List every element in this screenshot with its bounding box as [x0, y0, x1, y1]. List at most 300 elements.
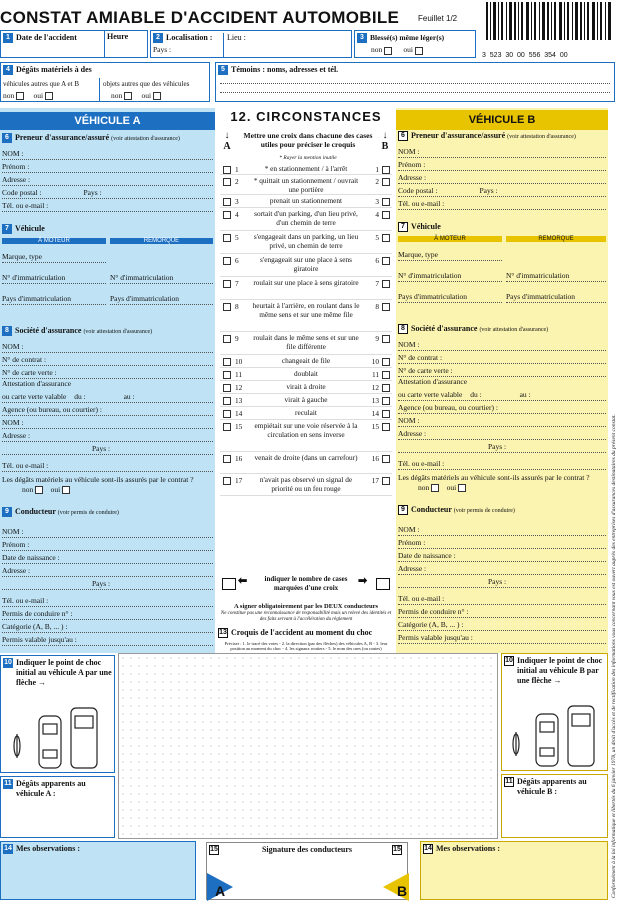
section-number: 14 [424, 845, 432, 853]
circumstance-number-b: 6 [375, 256, 379, 265]
circumstance-checkbox-a[interactable] [223, 234, 231, 242]
veh-no-checkbox[interactable] [16, 92, 24, 100]
veh-no-label: non [3, 91, 15, 100]
barcode [484, 2, 614, 52]
circumstance-row [220, 195, 392, 208]
green-card-number[interactable]: N° de carte verte : [398, 364, 606, 377]
au-label: au : [519, 390, 531, 400]
injured-yes-label: oui [403, 45, 413, 55]
circumstance-text: roulait sur une place à sens giratoire [253, 278, 359, 287]
circumstance-checkbox-b[interactable] [382, 178, 390, 186]
circumstance-row [220, 474, 392, 496]
section-number: 15 [210, 846, 218, 853]
circumstance-checkbox-b[interactable] [382, 234, 390, 242]
agency-field[interactable]: Agence (ou bureau, ou courtier) : [398, 401, 606, 414]
circumstance-number-b: 7 [375, 279, 379, 288]
driver-sub: (voir permis de conduire) [57, 510, 119, 516]
circumstance-checkbox-b[interactable] [382, 211, 390, 219]
damage-yes-label: oui [50, 485, 61, 495]
observations-b[interactable] [420, 841, 608, 900]
circumstance-row [220, 381, 392, 394]
circumstance-text: n'avait pas observé un signal de priorité ou un feu rouge [259, 475, 353, 493]
driver-license-valid[interactable]: Permis valable jusqu'au : [2, 633, 213, 646]
vehicle-a-title: VÉHICULE A [0, 112, 215, 130]
circumstance-number-b: 12 [371, 383, 379, 392]
circumstance-text: roulait dans le même sens et sur une file différente [253, 333, 359, 351]
reg-country-field[interactable]: Pays d'immatriculation [398, 290, 502, 303]
section-number: 10 [4, 659, 12, 666]
circumstance-row [220, 277, 392, 300]
section-number: 2 [153, 33, 163, 43]
barcode-number: 3 523 30 00 556 354 00 [482, 52, 568, 59]
injured-yes-checkbox[interactable] [415, 47, 423, 55]
valid-label: ou carte verte valable [2, 392, 67, 402]
circumstance-row [220, 332, 392, 355]
circumstance-number-a: 12 [235, 383, 243, 392]
damages-b-title: Dégâts apparents au véhicule B : [517, 777, 587, 796]
circumstance-number-b: 5 [375, 233, 379, 242]
vehicle-silhouettes-icon [7, 706, 112, 770]
circumstance-number-b: 3 [375, 197, 379, 206]
date-label: Date de l'accident [16, 33, 77, 42]
impact-a-title: Indiquer le point de choc initial au véhicule A par une flèche → [16, 658, 112, 687]
circumstance-text: reculait [295, 408, 317, 417]
legal-side-text-container [610, 108, 618, 898]
observations-b-title: Mes observations : [436, 844, 500, 853]
circumstance-text: s'engageait sur une place à sens giratoire [260, 255, 352, 273]
circumstance-text: prenait un stationnement [269, 196, 343, 205]
vehicle-a[interactable] [2, 224, 213, 305]
insured-firstname[interactable]: Prénom : [398, 158, 606, 171]
arrow-right-icon: ➡ [358, 575, 368, 587]
count-box-b[interactable] [376, 578, 390, 590]
section-4-damages [0, 62, 210, 102]
postal-label: Code postal : [2, 188, 42, 198]
circumstance-number-a: 2 [235, 177, 239, 186]
circumstance-checkbox-b[interactable] [382, 410, 390, 418]
place-label: Lieu : [223, 33, 246, 57]
au-label: au : [123, 392, 135, 402]
insurer-title: Société d'assurance [411, 324, 478, 333]
driver-license[interactable]: Permis de conduire n° : [398, 605, 606, 618]
circumstance-number-b: 8 [375, 302, 379, 311]
insurer-sub: (voir attestation d'assurance) [479, 327, 549, 333]
circ-title: CIRCONSTANCES [256, 109, 382, 124]
circumstance-number-b: 2 [375, 177, 379, 186]
circumstance-number-b: 10 [371, 357, 379, 366]
circumstance-text: virait à droite [286, 382, 326, 391]
section-number: 8 [398, 324, 408, 334]
section-number: 9 [2, 507, 12, 517]
circumstance-number-a: 4 [235, 210, 239, 219]
circumstance-number-a: 7 [235, 279, 239, 288]
cert-validity[interactable] [398, 388, 606, 401]
circumstance-checkbox-a[interactable] [223, 358, 231, 366]
location-label: Localisation : [166, 33, 213, 42]
du-label: du : [470, 390, 482, 400]
section-number: 7 [398, 222, 408, 232]
agency-country[interactable]: Pays : [2, 442, 213, 455]
make-field[interactable]: Marque, type [398, 248, 502, 261]
section-number: 15 [393, 846, 401, 853]
damages-label: Dégâts matériels à des [16, 65, 92, 74]
trailer-header: REMORQUE [110, 238, 213, 244]
driver-country[interactable]: Pays : [2, 577, 213, 590]
contract-number[interactable]: N° de contrat : [398, 351, 606, 364]
count-box-a[interactable] [222, 578, 236, 590]
agency-tel[interactable]: Tél. ou e-mail : [398, 457, 606, 470]
insured-tel[interactable]: Tél. ou e-mail : [2, 199, 213, 212]
injured-no-checkbox[interactable] [384, 47, 392, 55]
circumstance-number-a: 13 [235, 396, 243, 405]
circumstance-row [220, 175, 392, 195]
damage-no-label: non [22, 485, 34, 495]
trailer-reg-field[interactable]: N° d'immatriculation [506, 269, 606, 282]
circumstance-number-b: 4 [375, 210, 379, 219]
damage-yes-checkbox[interactable] [62, 486, 70, 494]
damages-b[interactable] [501, 774, 608, 838]
vehicle-title: Véhicule [411, 222, 441, 231]
circumstance-number-b: 16 [371, 454, 379, 463]
green-card-number[interactable]: N° de carte verte : [2, 366, 213, 379]
observations-a-title: Mes observations : [16, 844, 80, 853]
trailer-header: REMORQUE [506, 236, 606, 242]
circumstance-number-a: 1 [235, 165, 239, 174]
vehicle-silhouettes-icon [506, 704, 606, 768]
section-number: 9 [398, 505, 408, 515]
trailer-reg-field[interactable]: N° d'immatriculation [110, 271, 213, 284]
circumstance-number-a: 3 [235, 197, 239, 206]
circumstance-text: doublait [294, 369, 318, 378]
insurer-b[interactable] [398, 324, 606, 493]
signature-b-label: B [397, 883, 408, 899]
sign-note: Ne constitue pas une reconnaissance de responsabilité mais un relevé des identités et des faits servant à l'accélération du règlement [220, 611, 392, 622]
insured-b[interactable] [398, 131, 606, 210]
circumstance-number-a: 16 [235, 454, 243, 463]
circumstance-checkbox-b[interactable] [382, 257, 390, 265]
circumstance-checkbox-a[interactable] [223, 198, 231, 206]
sketch-legend: Préciser : 1. le tracé des voies - 2. la direction (par des flèches) des véhicules A, B - 3. leur position au moment du choc - 4. les signaux routiers - 5. le nom des rues (ou routes) [224, 641, 388, 651]
circumstance-checkbox-a[interactable] [223, 280, 231, 288]
veh-yes-label: oui [33, 91, 44, 100]
circumstance-number-a: 14 [235, 409, 243, 418]
section-number: 6 [2, 133, 12, 143]
trailer-country-field[interactable]: Pays d'immatriculation [506, 290, 606, 303]
circumstance-number-b: 15 [371, 422, 379, 431]
cert-label: Attestation d'assurance [2, 379, 72, 389]
damage-yes-checkbox[interactable] [458, 484, 466, 492]
insurer-name[interactable]: NOM : [2, 340, 213, 353]
driver-birthdate[interactable]: Date de naissance : [2, 551, 213, 564]
circ-instructions: Mettre une croix dans chacune des cases utiles pour préciser le croquis [243, 131, 373, 149]
section-number: 4 [3, 65, 13, 75]
circumstance-checkbox-b[interactable] [382, 423, 390, 431]
vehicle-b[interactable] [398, 222, 606, 303]
barcode-icon [484, 2, 614, 52]
circumstance-checkbox-a[interactable] [223, 257, 231, 265]
circumstance-text: changeait de file [281, 356, 331, 365]
circumstance-checkbox-a[interactable] [223, 397, 231, 405]
circumstance-number-b: 17 [371, 476, 379, 485]
sketch-title-row [218, 628, 394, 638]
driver-title: Conducteur [15, 507, 56, 516]
section-number: 5 [218, 65, 228, 75]
injured-label: Blessé(s) même léger(s) [370, 33, 445, 42]
section-5-witnesses[interactable] [215, 62, 615, 102]
circumstance-number-a: 9 [235, 334, 239, 343]
driver-address[interactable]: Adresse : [2, 564, 213, 577]
circumstance-number-b: 11 [371, 370, 379, 379]
witnesses-label: Témoins : noms, adresses et tél. [231, 65, 339, 74]
circumstance-text: heurtait à l'arrière, en roulant dans le même sens et sur une même file [252, 301, 360, 319]
driver-a[interactable] [2, 507, 213, 646]
circumstance-row [220, 394, 392, 407]
driver-name[interactable]: NOM : [398, 523, 606, 536]
agency-name[interactable]: NOM : [398, 414, 606, 427]
circumstance-checkbox-a[interactable] [223, 371, 231, 379]
circumstance-text: * en stationnement / à l'arrêt [264, 164, 348, 173]
other-objects-label: objets autres que des véhicules [103, 80, 190, 88]
driver-address[interactable]: Adresse : [398, 562, 606, 575]
time-field[interactable] [104, 30, 148, 58]
circumstance-text: * quittait un stationnement / ouvrait une portière [253, 176, 359, 194]
insured-sub: (voir attestation d'assurance) [507, 134, 576, 140]
driver-b[interactable] [398, 505, 606, 644]
vehicle-title: Véhicule [15, 224, 45, 233]
circumstance-checkbox-b[interactable] [382, 371, 390, 379]
circumstance-number-b: 14 [371, 409, 379, 418]
signature-a-label: A [215, 883, 226, 899]
sketch-area[interactable] [118, 653, 498, 839]
circumstance-checkbox-b[interactable] [382, 335, 390, 343]
circumstance-checkbox-b[interactable] [382, 455, 390, 463]
valid-label: ou carte verte valable [398, 390, 463, 400]
obj-yes-checkbox[interactable] [153, 92, 161, 100]
section-number: 11 [505, 778, 513, 785]
insurer-name[interactable]: NOM : [398, 338, 606, 351]
circumstance-checkbox-b[interactable] [382, 280, 390, 288]
circumstance-row [220, 420, 392, 452]
section-3-injured [354, 30, 476, 58]
postal-label: Code postal : [398, 186, 438, 196]
damage-insured-question: Les dégâts matériels au véhicule sont-ils assurés par le contrat ? [2, 475, 194, 485]
driver-license-valid[interactable]: Permis valable jusqu'au : [398, 631, 606, 644]
driver-country[interactable]: Pays : [398, 575, 606, 588]
motor-header: À MOTEUR [2, 238, 106, 244]
circumstance-checkbox-a[interactable] [223, 410, 231, 418]
circumstance-checkbox-b[interactable] [382, 303, 390, 311]
obj-yes-label: oui [141, 91, 152, 100]
driver-tel[interactable]: Tél. ou e-mail : [2, 594, 213, 607]
section-number: 13 [219, 629, 227, 637]
driver-firstname[interactable]: Prénom : [398, 536, 606, 549]
driver-category[interactable]: Catégorie (A, B, ... ) : [398, 618, 606, 631]
signature-title: Signature des conducteurs [261, 845, 353, 854]
legal-side-text: Conformément à la loi informatique et libertés du 6 janvier 1978, un droit d'accès et de rectification des informations vous concernant vous est ouvert auprès des entreprises d'assurances destinataires du présent constat. [611, 414, 617, 898]
insured-tel[interactable]: Tél. ou e-mail : [398, 197, 606, 210]
damage-no-label: non [418, 483, 430, 493]
insured-a[interactable] [2, 133, 213, 212]
circ-letter-a: A [223, 141, 231, 152]
driver-license[interactable]: Permis de conduire n° : [2, 607, 213, 620]
circumstance-checkbox-b[interactable] [382, 477, 390, 485]
insured-postal[interactable] [2, 186, 213, 199]
reg-country-field[interactable]: Pays d'immatriculation [2, 292, 106, 305]
section-number: 10 [505, 657, 513, 664]
circumstance-checkbox-b[interactable] [382, 166, 390, 174]
driver-firstname[interactable]: Prénom : [2, 538, 213, 551]
circumstance-checkbox-a[interactable] [223, 455, 231, 463]
country-label: Pays : [479, 186, 498, 196]
insured-name[interactable]: NOM : [2, 147, 213, 160]
circumstance-row [220, 254, 392, 277]
damages-a[interactable] [0, 776, 115, 838]
circumstance-number-b: 9 [375, 334, 379, 343]
insured-postal[interactable] [398, 184, 606, 197]
insured-title: Preneur d'assurance/assuré [15, 133, 110, 142]
section-number: 8 [2, 326, 12, 336]
circumstance-row [220, 163, 392, 175]
impact-b[interactable] [501, 653, 608, 771]
insured-name[interactable]: NOM : [398, 145, 606, 158]
circumstance-checkbox-a[interactable] [223, 477, 231, 485]
circumstance-row [220, 231, 392, 254]
section-number: 6 [398, 131, 408, 141]
country-label: Pays : [153, 45, 172, 55]
circumstance-checkbox-a[interactable] [223, 423, 231, 431]
sketch-title: Croquis de l'accident au moment du choc [231, 628, 373, 637]
agency-country[interactable]: Pays : [398, 440, 606, 453]
circumstance-row [220, 355, 392, 368]
insurer-a[interactable] [2, 326, 213, 495]
driver-sub: (voir permis de conduire) [453, 508, 515, 514]
make-field[interactable]: Marque, type [2, 250, 106, 263]
circumstance-checkbox-b[interactable] [382, 198, 390, 206]
damage-no-checkbox[interactable] [431, 484, 439, 492]
circumstance-number-a: 10 [235, 357, 243, 366]
vehicle-b-title: VÉHICULE B [396, 110, 608, 130]
impact-a[interactable] [0, 655, 115, 773]
circumstance-list [220, 163, 392, 496]
insurer-title: Société d'assurance [15, 326, 82, 335]
agency-tel[interactable]: Tél. ou e-mail : [2, 459, 213, 472]
contract-number[interactable]: N° de contrat : [2, 353, 213, 366]
count-row [222, 574, 392, 598]
circumstance-checkbox-a[interactable] [223, 178, 231, 186]
circumstance-checkbox-a[interactable] [223, 335, 231, 343]
insured-address[interactable]: Adresse : [398, 171, 606, 184]
driver-birthdate[interactable]: Date de naissance : [398, 549, 606, 562]
circumstance-text: sortait d'un parking, d'un lieu privé, d'un chemin de terre [254, 209, 358, 227]
circumstance-text: empiétait sur une voie réservée à la circulation en sens inverse [254, 421, 358, 439]
circumstance-checkbox-b[interactable] [382, 384, 390, 392]
damages-a-title: Dégâts apparents au véhicule A : [16, 779, 86, 798]
circumstance-checkbox-b[interactable] [382, 358, 390, 366]
agency-address[interactable]: Adresse : [2, 429, 213, 442]
damage-insured-question: Les dégâts matériels au véhicule sont-ils assurés par le contrat ? [398, 473, 590, 483]
count-label: indiquer le nombre de cases marquées d'une croix [264, 575, 348, 592]
circumstance-checkbox-a[interactable] [223, 384, 231, 392]
circ-note: * Rayer la mention inutile [279, 155, 337, 161]
driver-category[interactable]: Catégorie (A, B, ... ) : [2, 620, 213, 633]
circumstance-number-a: 6 [235, 256, 239, 265]
circumstance-text: s'engageait dans un parking, un lieu privé, un chemin de terre [253, 232, 359, 250]
circumstance-number-a: 8 [235, 302, 239, 311]
reg-field[interactable]: N° d'immatriculation [2, 271, 106, 284]
agency-name[interactable]: NOM : [2, 416, 213, 429]
insured-title: Preneur d'assurance/assuré [411, 131, 506, 140]
other-vehicles-label: véhicules autres que A et B [3, 80, 80, 88]
obj-no-label: non [111, 91, 123, 100]
circumstance-checkbox-b[interactable] [382, 397, 390, 405]
damage-yes-label: oui [446, 483, 457, 493]
observations-a[interactable] [0, 841, 196, 900]
time-label: Heure [107, 32, 129, 41]
cert-validity[interactable] [2, 390, 213, 403]
circumstance-number-a: 17 [235, 476, 243, 485]
circ-num: 12. [230, 109, 252, 124]
driver-tel[interactable]: Tél. ou e-mail : [398, 592, 606, 605]
circumstance-number-b: 1 [375, 165, 379, 174]
reg-field[interactable]: N° d'immatriculation [398, 269, 502, 282]
agency-field[interactable]: Agence (ou bureau, ou courtier) : [2, 403, 213, 416]
driver-name[interactable]: NOM : [2, 525, 213, 538]
motor-header: À MOTEUR [398, 236, 502, 242]
arrow-left-icon: ⬅ [238, 575, 248, 587]
damage-no-checkbox[interactable] [35, 486, 43, 494]
circumstance-row [220, 407, 392, 420]
circumstance-text: virait à gauche [284, 395, 328, 404]
cert-label: Attestation d'assurance [398, 377, 468, 387]
section-number: 11 [4, 780, 12, 787]
agency-address[interactable]: Adresse : [398, 427, 606, 440]
circumstance-checkbox-a[interactable] [223, 211, 231, 219]
signature-box[interactable] [206, 842, 408, 900]
impact-b-title: Indiquer le point de choc initial au véhicule B par une flèche → [517, 656, 603, 685]
injured-no-label: non [371, 45, 383, 55]
insurer-sub: (voir attestation d'assurance) [83, 329, 153, 335]
country-label: Pays : [83, 188, 102, 198]
veh-yes-checkbox[interactable] [45, 92, 53, 100]
section-number: 1 [3, 33, 13, 43]
circumstance-number-a: 15 [235, 422, 243, 431]
insured-firstname[interactable]: Prénom : [2, 160, 213, 173]
circumstance-number-a: 11 [235, 370, 243, 379]
circumstance-checkbox-a[interactable] [223, 166, 231, 174]
section-2-location[interactable] [150, 30, 352, 58]
page-title: CONSTAT AMIABLE D'ACCIDENT AUTOMOBILE [0, 8, 400, 27]
section-number: 7 [2, 224, 12, 234]
circumstance-checkbox-a[interactable] [223, 303, 231, 311]
circumstance-row [220, 452, 392, 474]
section-number: 14 [4, 845, 12, 853]
insured-address[interactable]: Adresse : [2, 173, 213, 186]
sheet-label: Feuillet 1/2 [418, 14, 458, 23]
circumstance-number-b: 13 [371, 396, 379, 405]
circumstance-row [220, 208, 392, 231]
circumstance-row [220, 300, 392, 332]
obj-no-checkbox[interactable] [124, 92, 132, 100]
section-number: 3 [357, 33, 367, 43]
circ-letter-b: B [381, 141, 389, 152]
trailer-country-field[interactable]: Pays d'immatriculation [110, 292, 213, 305]
insured-sub: (voir attestation d'assurance) [111, 136, 180, 142]
du-label: du : [74, 392, 86, 402]
circumstance-text: venait de droite (dans un carrefour) [254, 453, 358, 462]
circumstance-row [220, 368, 392, 381]
driver-title: Conducteur [411, 505, 452, 514]
circumstance-number-a: 5 [235, 233, 239, 242]
